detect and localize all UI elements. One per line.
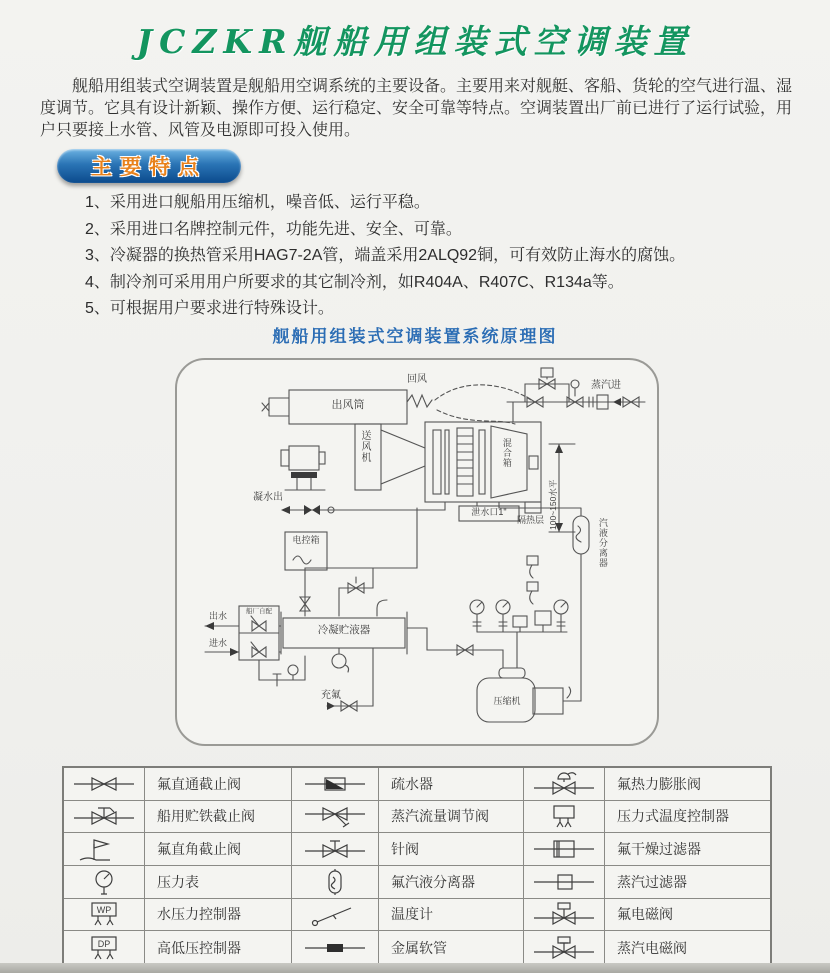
legend-label: 氟汽液分离器: [379, 866, 524, 899]
legend-symbol-cell: [292, 899, 379, 932]
insulation-label: 隔热层: [517, 515, 545, 525]
mixing-box-label: 混合箱: [501, 438, 512, 468]
features-badge-label: 主要特点: [91, 156, 207, 179]
marine-stop-valve-icon: [72, 803, 136, 829]
legend-label: 温度计: [379, 899, 524, 932]
legend-symbol-cell: [524, 931, 605, 964]
legend-label: 压力表: [145, 866, 292, 899]
legend-symbol-cell: [292, 931, 379, 964]
steam-filter-icon: [532, 869, 596, 895]
svg-text:WP: WP: [96, 905, 112, 916]
condensate-out-label: 凝水出: [253, 492, 283, 503]
legend-symbol-cell: [64, 866, 145, 899]
steam-trap-icon: [303, 771, 367, 797]
water-out-label: 出水: [209, 611, 228, 621]
drain-port-label: 泄水口1": [471, 507, 507, 517]
page-bottom-edge: [0, 963, 830, 973]
legend-label: 金属软管: [379, 931, 524, 964]
legend-symbol-cell: [292, 801, 379, 834]
legend-label: 水压力控制器: [145, 899, 292, 932]
feature-item: 4、制冷剂可采用用户所要求的其它制冷剂，如R404A、R407C、R134a等。: [85, 273, 624, 291]
pressure-temperature-controller-icon: [532, 803, 596, 829]
metal-hose-icon: [303, 935, 367, 961]
water-in-label: 进水: [209, 638, 228, 648]
steam-in-label: 蒸汽进: [591, 380, 621, 391]
legend-symbol-cell: [524, 866, 605, 899]
legend-label: 蒸汽流量调节阀: [379, 801, 524, 834]
supply-fan-label: 送风机: [359, 430, 370, 463]
steam-solenoid-valve-icon: [532, 935, 596, 961]
legend-label: 氟电磁阀: [605, 899, 770, 932]
charge-label: 充氟: [321, 690, 341, 701]
legend-label: 船用贮铁截止阀: [145, 801, 292, 834]
schematic-lineart: [177, 360, 657, 744]
legend-label: 针阀: [379, 833, 524, 866]
intro-paragraph: 舰船用组装式空调装置是舰船用空调系统的主要设备。主要用来对舰艇、客船、货轮的空气进行温、湿度调节。它具有设计新颖、操作方便、运行稳定、安全可靠等特点。空调装置出厂前已进行了运行试验，用户只要接上水管、风管及电源即可投入使用。: [40, 78, 793, 139]
svg-text:DP: DP: [97, 938, 111, 949]
legend-label: 压力式温度控制器: [605, 801, 770, 834]
return-air-label: 回风: [407, 374, 427, 385]
system-schematic: [175, 358, 659, 746]
legend-label: 氟直角截止阀: [145, 833, 292, 866]
legend-symbol-cell: [64, 899, 145, 932]
legend-symbol-cell: [64, 768, 145, 801]
legend-symbol-cell: [64, 801, 145, 834]
dimension-label: 100~150水平: [548, 479, 558, 530]
legend-symbol-cell: [292, 768, 379, 801]
legend-symbol-cell: [64, 931, 145, 964]
legend-symbol-cell: [524, 899, 605, 932]
fluorine-solenoid-valve-icon: [532, 901, 596, 927]
legend-symbol-cell: [292, 866, 379, 899]
feature-item: 5、可根据用户要求进行特殊设计。: [85, 300, 334, 317]
legend-symbol-cell: [524, 833, 605, 866]
symbol-legend-table: [62, 766, 772, 966]
thermostatic-expansion-valve-icon: [532, 771, 596, 797]
legend-label: 疏水器: [379, 768, 524, 801]
legend-symbol-cell: [524, 768, 605, 801]
shipyard-supplied-label: 船厂自配: [246, 608, 272, 615]
diagram-title: 舰船用组装式空调装置系统原理图: [272, 327, 558, 346]
thermometer-icon: [303, 901, 367, 927]
legend-label: 蒸汽电磁阀: [617, 939, 687, 956]
feature-item: 2、采用进口名牌控制元件，功能先进、安全、可靠。: [85, 220, 462, 238]
legend-label: 高低压控制器: [145, 931, 292, 964]
legend-label: 氟热力膨胀阀: [605, 768, 770, 801]
feature-item: 3、冷凝器的换热管采用HAG7-2A管，端盖采用2ALQ92铜，可有效防止海水的腐蚀。: [85, 247, 686, 264]
vapor-liquid-separator-icon: [303, 869, 367, 895]
legend-symbol-cell: [292, 833, 379, 866]
legend-label: 蒸汽过滤器: [605, 866, 770, 899]
high-low-pressure-controller-icon: [72, 935, 136, 961]
air-outlet-label: 出风筒: [331, 399, 365, 411]
compressor-label: 压缩机: [493, 696, 521, 706]
steam-flow-regulating-valve-icon: [303, 803, 367, 829]
legend-symbol-cell: [64, 833, 145, 866]
water-pressure-controller-icon: [72, 901, 136, 927]
drying-filter-icon: [532, 836, 596, 862]
page-title: JCZKR舰船用组装式空调装置: [136, 22, 694, 61]
separator-label: 汽液分离器: [597, 518, 608, 568]
features-badge: [57, 149, 241, 183]
legend-symbol-cell: [524, 801, 605, 834]
feature-list: [85, 190, 785, 323]
legend-label: 氟干燥过滤器: [605, 833, 770, 866]
control-box-label: 电控箱: [292, 535, 320, 545]
needle-valve-icon: [303, 836, 367, 862]
feature-item: 1、采用进口舰船用压缩机，噪音低、运行平稳。: [85, 194, 430, 211]
pressure-gauge-icon: [72, 869, 136, 895]
angle-valve-icon: [72, 836, 136, 862]
legend-label: 氟直通截止阀: [145, 768, 292, 801]
receiver-label: 冷凝贮液器: [317, 624, 371, 636]
globe-valve-icon: [72, 771, 136, 797]
